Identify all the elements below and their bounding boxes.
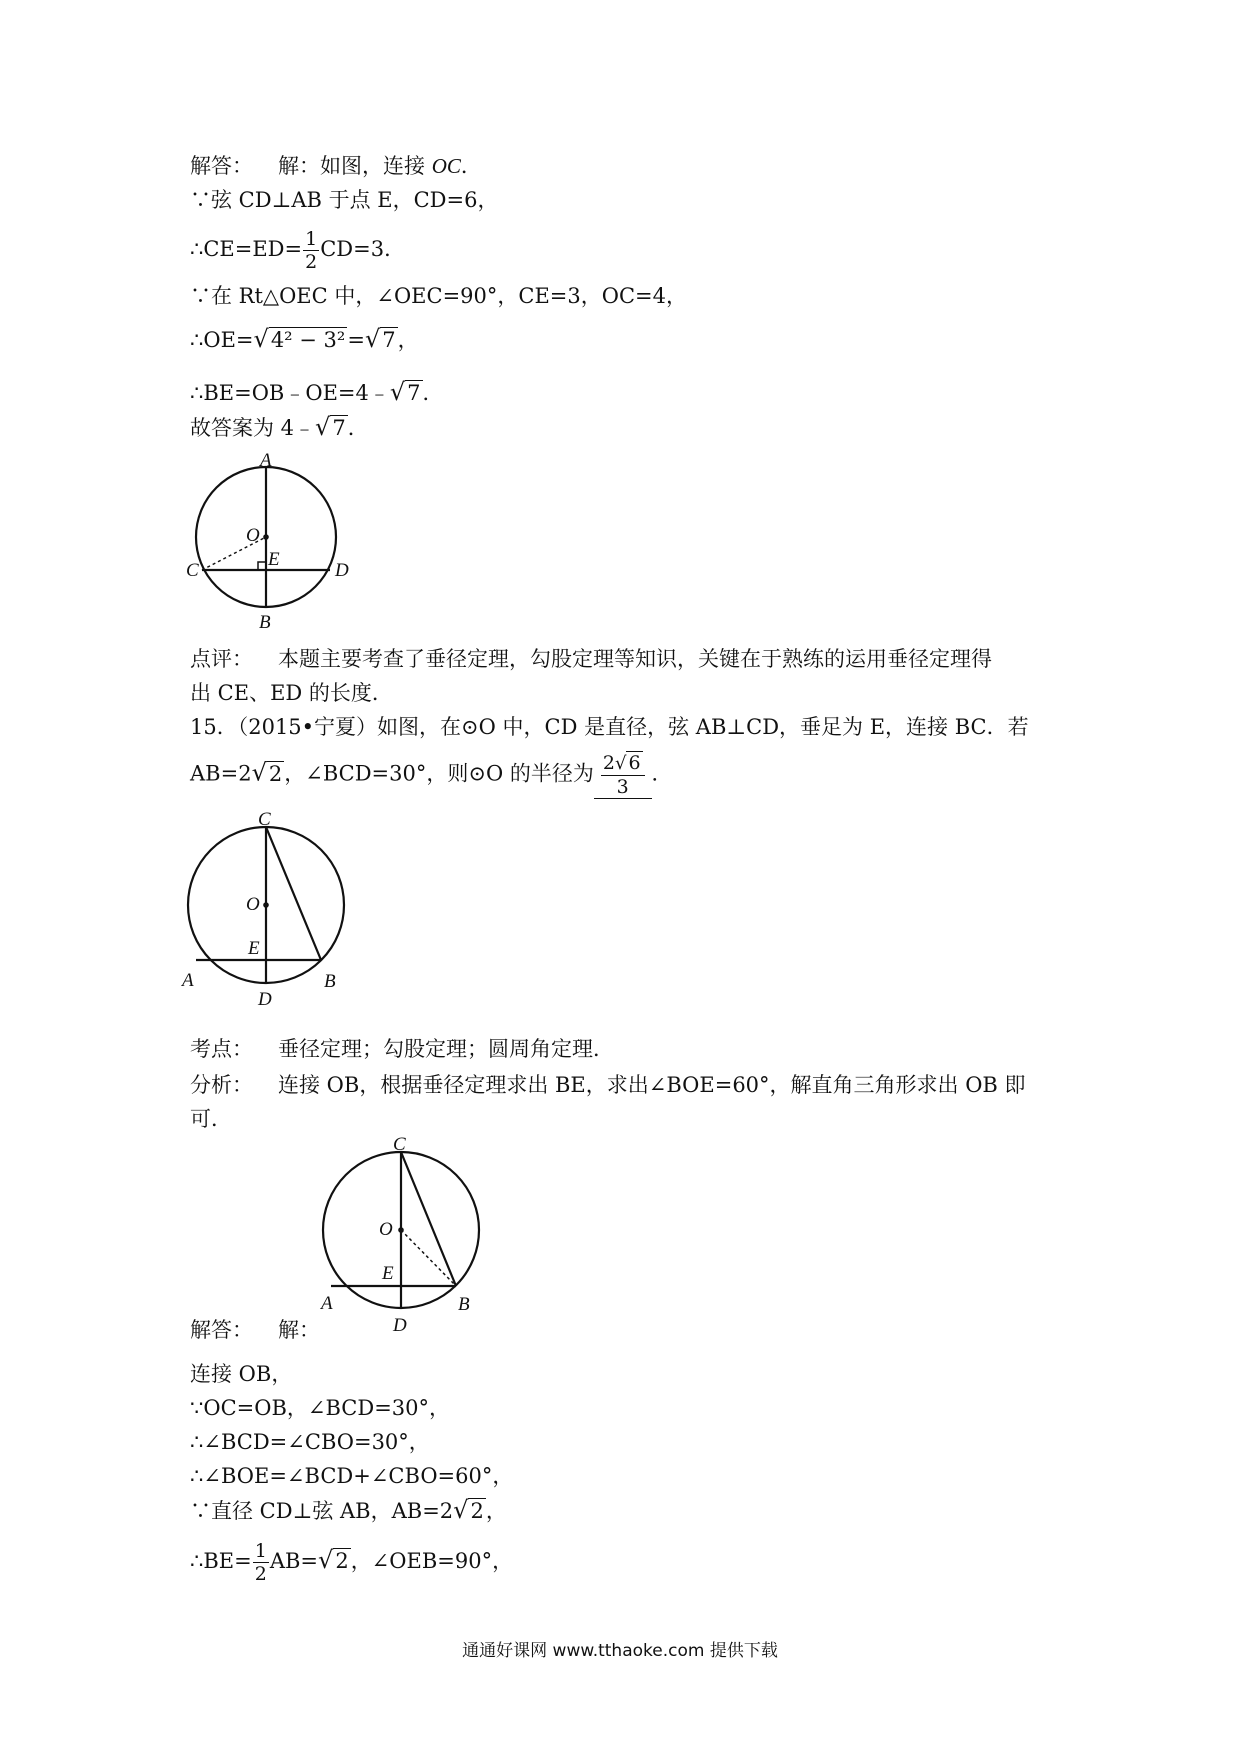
label-d: D xyxy=(393,1315,407,1335)
p14-solution-line-2: ∵弦 CD⊥AB 于点 E，CD=6， xyxy=(190,188,499,212)
p15-question-line-2: AB=2√2，∠BCD=30°，则⊙O 的半径为 $\frac{2√ 6}{3}$ ． xyxy=(190,752,673,798)
answer-label: 解答： xyxy=(190,154,253,178)
fraction-half: $\frac{1}{2}$ xyxy=(305,228,318,273)
right-angle-mark xyxy=(258,562,266,570)
p15-solution-header: 解答： 解： xyxy=(190,1318,320,1342)
label-e: E xyxy=(268,549,280,570)
label-b: B xyxy=(259,612,271,633)
label-d: D xyxy=(335,560,349,581)
label-o: O xyxy=(246,894,260,915)
label-b: B xyxy=(324,971,336,992)
label-o: O xyxy=(379,1219,393,1240)
label-a: A xyxy=(182,970,194,991)
p15-solution-line-6: ∴BE= $\frac{1}{2}$ AB=√2，∠OEB=90°， xyxy=(190,1540,514,1585)
p14-solution-line-5: ∴OE=√4² − 3²=√7， xyxy=(190,325,419,353)
chord-bc xyxy=(266,827,321,960)
p15-analysis-line-1: 分析： 连接 OB，根据垂径定理求出 BE，求出∠BOE=60°，解直角三角形求出 OB 即 xyxy=(190,1073,1026,1097)
p15-analysis-line-2: 可． xyxy=(190,1107,232,1131)
label-c: C xyxy=(258,809,271,830)
label-c: C xyxy=(186,560,199,581)
p15-solution-line-1: 连接 OB， xyxy=(190,1362,293,1386)
p15-solution-line-2: ∵OC=OB，∠BCD=30°， xyxy=(190,1396,451,1420)
p14-solution-line-4: ∵在 Rt△OEC 中，∠OEC=90°，CE=3，OC=4， xyxy=(190,284,687,308)
p15-solution-line-4: ∴∠BOE=∠BCD+∠CBO=60°， xyxy=(190,1464,514,1488)
p14-comment-line-2: 出 CE、ED 的长度． xyxy=(190,681,393,705)
p14-comment-line-1: 点评： 本题主要考查了垂径定理，勾股定理等知识，关键在于熟练的运用垂径定理得 xyxy=(190,647,992,671)
center-point xyxy=(398,1227,404,1233)
answer-blank: $\frac{2√ 6}{3}$ xyxy=(594,752,652,799)
p14-solution-line-6: ∴BE=OB﹣OE=4﹣√7． xyxy=(190,378,444,406)
segment-ob xyxy=(401,1230,456,1286)
chord-bc xyxy=(401,1152,456,1286)
p14-figure xyxy=(180,450,360,635)
label-c: C xyxy=(393,1135,406,1155)
center-point xyxy=(263,534,269,540)
p14-solution-line-1: 解答： 解：如图，连接 OC． xyxy=(190,154,482,178)
page-footer: 通通好课网 www.tthaoke.com 提供下载 xyxy=(462,1641,778,1661)
p15-figure-2 xyxy=(315,1135,495,1335)
p15-solution-line-5: ∵直径 CD⊥弦 AB，AB=2√2， xyxy=(190,1496,507,1524)
label-a: A xyxy=(321,1293,333,1314)
p15-question-line-1: 15．（2015•宁夏）如图，在⊙O 中，CD 是直径，弦 AB⊥CD，垂足为 E，连接 BC．若 xyxy=(190,715,1029,739)
center-point xyxy=(263,902,269,908)
label-e: E xyxy=(248,938,260,959)
p15-solution-line-3: ∴∠BCD=∠CBO=30°， xyxy=(190,1430,430,1454)
p15-knowledge-line: 考点： 垂径定理；勾股定理；圆周角定理． xyxy=(190,1037,614,1061)
label-e: E xyxy=(382,1263,394,1284)
label-a: A xyxy=(260,450,272,471)
p14-solution-line-3: ∴CE=ED= $\frac{1}{2}$ CD=3． xyxy=(190,228,406,273)
label-o: O xyxy=(246,525,260,546)
p15-figure-1 xyxy=(180,808,360,1008)
label-d: D xyxy=(258,989,272,1008)
p14-solution-line-7: 故答案为 4﹣√7． xyxy=(190,413,369,441)
label-b: B xyxy=(458,1294,470,1315)
